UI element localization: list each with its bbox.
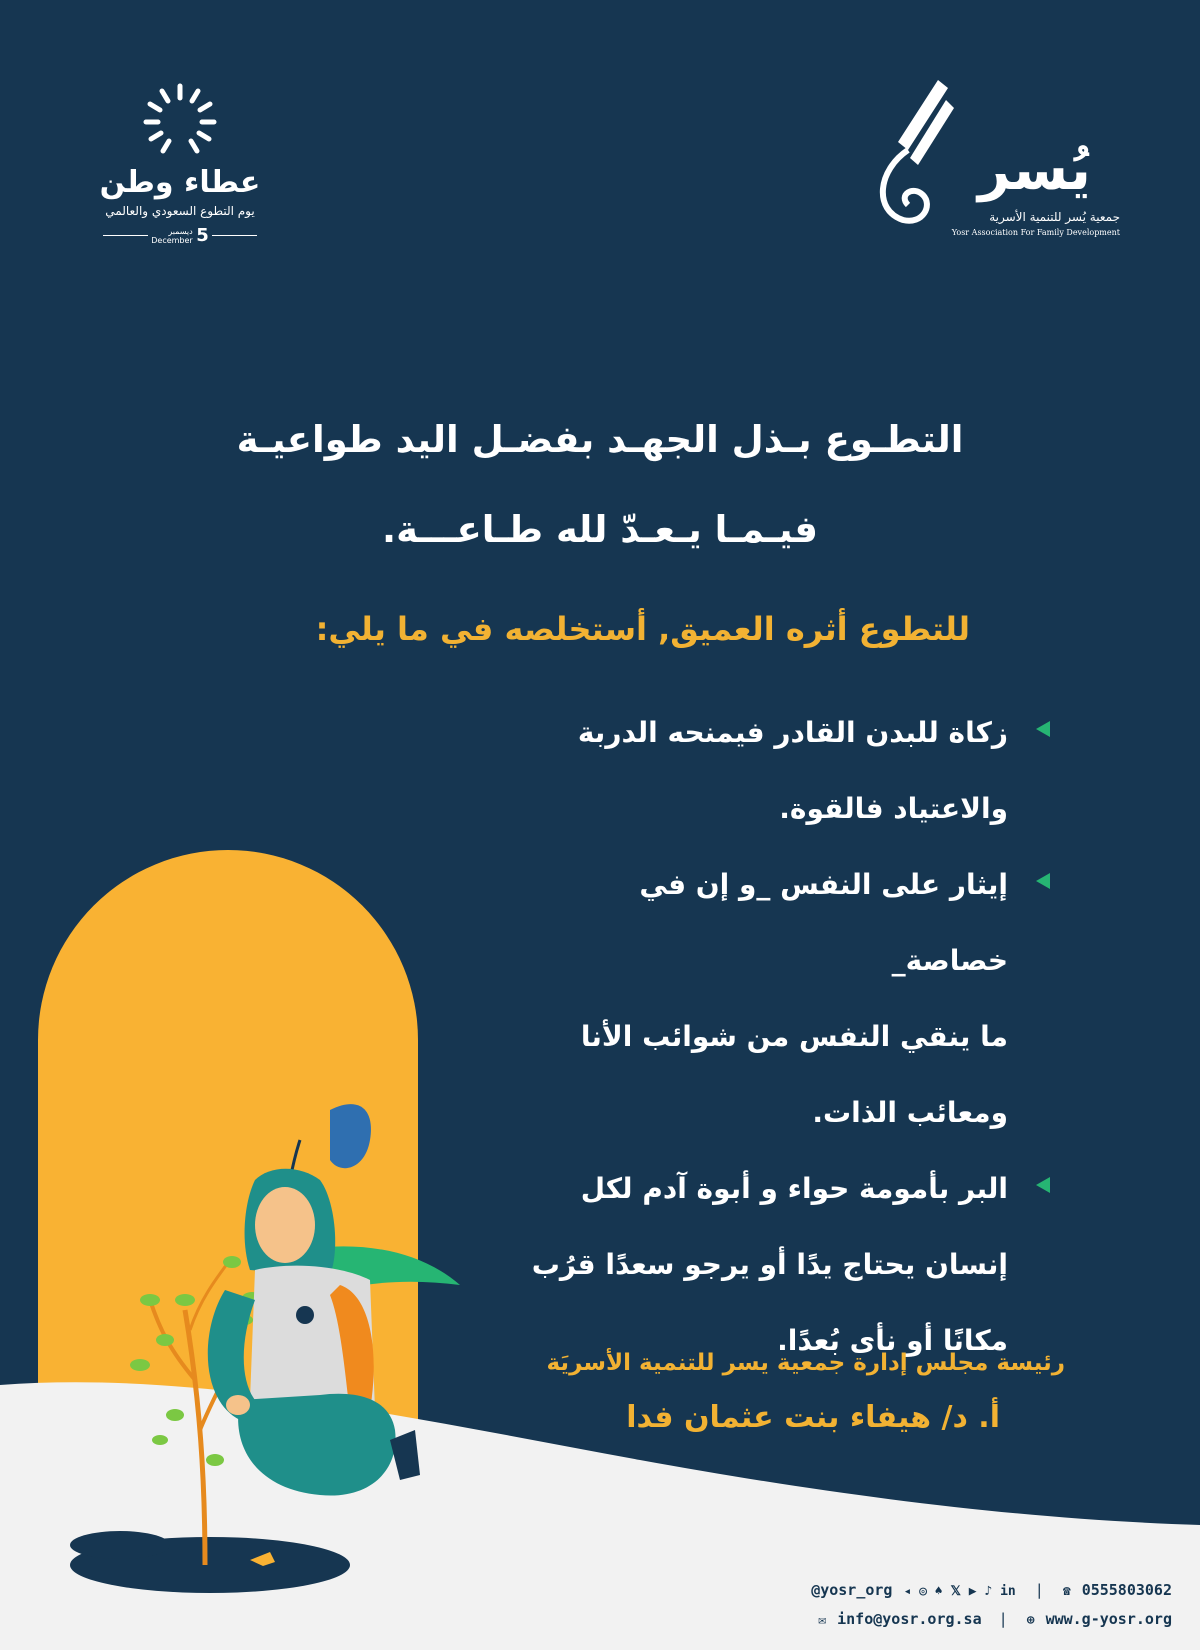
headline-line-1: التطـوع بـذل الجهـد بفضـل اليد طواعيـة: [236, 418, 964, 461]
email-link[interactable]: info@yosr.org.sa: [837, 1610, 982, 1628]
ataa-logo-name: عطاء وطن: [99, 165, 261, 200]
list-item-line: إنسان يحتاج يدًا أو يرجو سعدًا قرُب: [531, 1248, 1008, 1281]
triangle-bullet-icon: [1036, 1177, 1050, 1193]
yosr-logo: [890, 80, 1130, 250]
yosr-emblem-icon: [868, 80, 958, 230]
headline-line-2: فيـمـا يـعـدّ لله طـاعـــة.: [382, 508, 818, 551]
signature-title: رئيسة مجلس إدارة جمعية يسر للتنمية الأسريَة: [546, 1350, 1065, 1376]
yosr-logo-name: يُسر: [978, 138, 1091, 203]
list-item-line: والاعتياد فالقوة.: [779, 792, 1008, 825]
divider: |: [1034, 1581, 1044, 1599]
list-item: [520, 847, 1050, 1151]
yosr-logo-subtitle-en: Yosr Association For Family Development: [951, 228, 1120, 237]
footer-contact-row-2: [816, 1610, 1172, 1628]
social-icons: ◂ ◎ ♠ 𝕏 ▶ ♪ in: [903, 1584, 1016, 1599]
list-item: [520, 695, 1050, 847]
globe-icon: ⊕: [1026, 1613, 1035, 1628]
list-item-line: ما ينقي النفس من شوائب الأنا: [580, 1020, 1008, 1053]
phone-icon: ☎: [1062, 1584, 1071, 1599]
website-link[interactable]: www.g-yosr.org: [1045, 1610, 1172, 1628]
triangle-bullet-icon: [1036, 873, 1050, 889]
ataa-logo-date: ديسمبر December 5: [95, 225, 265, 246]
list-item-line: زكاة للبدن القادر فيمنحه الدربة: [577, 716, 1008, 749]
list-item: [520, 1151, 1050, 1379]
phone-number[interactable]: 0555803062: [1081, 1581, 1172, 1599]
yosr-logo-subtitle-ar: جمعية يُسر للتنمية الأسرية: [989, 210, 1120, 224]
list-item-line: البر بأمومة حواء و أبوة آدم لكل: [580, 1172, 1008, 1205]
signature-name: أ. د/ هيفاء بنت عثمان فدا: [626, 1400, 1000, 1435]
mail-icon: ✉: [818, 1613, 827, 1628]
benefits-list: [520, 695, 1050, 1379]
divider: |: [998, 1610, 1008, 1628]
sun-burst-icon: [140, 80, 220, 160]
triangle-bullet-icon: [1036, 721, 1050, 737]
headline: [200, 395, 1000, 575]
list-item-line: إيثار على النفس _و إن في خصاصة_: [639, 868, 1008, 977]
ataa-watan-logo: [95, 80, 265, 250]
ataa-logo-subtitle: يوم التطوع السعودي والعالمي: [105, 204, 255, 218]
list-item-line: مكانًا أو نأى بُعدًا.: [777, 1324, 1008, 1357]
footer-contact-row-1: [811, 1581, 1172, 1599]
subheading: للتطوع أثره العميق, أستخلصه في ما يلي:: [315, 610, 970, 648]
list-item-line: ومعائب الذات.: [812, 1096, 1008, 1129]
social-handle[interactable]: @yosr_org: [811, 1581, 893, 1599]
